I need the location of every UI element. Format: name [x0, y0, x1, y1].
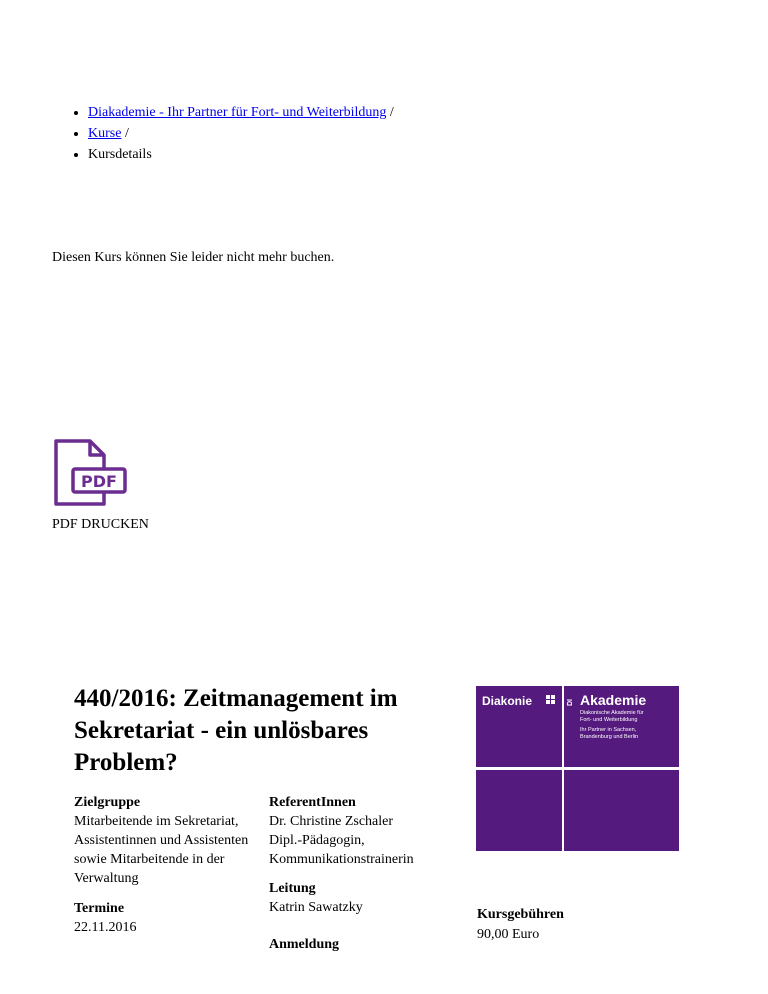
- dates-value: 22.11.2016: [74, 920, 137, 935]
- breadcrumb-link-courses[interactable]: Kurse: [88, 126, 122, 141]
- target-group-line: Mitarbeitende im Sekretariat,: [74, 814, 239, 829]
- dates-section: [74, 899, 136, 937]
- logo-line: Brandenburg und Berlin: [580, 734, 639, 740]
- target-group-line: sowie Mitarbeitende in der: [74, 852, 225, 867]
- booking-closed-notice: Diesen Kurs können Sie leider nicht mehr buchen.: [52, 250, 335, 265]
- breadcrumb-item-courses: [88, 123, 394, 144]
- lead-value: Katrin Sawatzky: [269, 900, 363, 915]
- breadcrumb: [70, 102, 394, 165]
- speakers-line: Dipl.-Pädagogin,: [269, 833, 365, 848]
- course-title: 440/2016: Zeitmanagement im Sekretariat - ein unlösbares Problem?: [74, 685, 398, 776]
- logo-line: Diakonische Akademie für: [580, 710, 644, 716]
- speakers-line: Kommunikationstrainerin: [269, 852, 414, 867]
- speakers-line: Dr. Christine Zschaler: [269, 814, 394, 829]
- logo-akademie: Akademie: [580, 692, 647, 708]
- target-group-section: [74, 793, 248, 888]
- dates-label: Termine: [74, 901, 125, 916]
- speakers-section: [269, 793, 414, 869]
- logo-diakonie: Diakonie: [482, 694, 533, 708]
- breadcrumb-separator: /: [124, 126, 129, 141]
- pdf-file-icon[interactable]: [52, 438, 128, 508]
- breadcrumb-link-home[interactable]: Diakademie - Ihr Partner für Fort- und Weiterbildung: [88, 105, 387, 120]
- lead-label: Leitung: [269, 881, 316, 896]
- fees-section: [477, 905, 564, 945]
- logo-line: Ihr Partner in Sachsen,: [580, 727, 637, 733]
- target-group-line: Verwaltung: [74, 871, 139, 886]
- breadcrumb-item-home: [88, 102, 394, 123]
- diakademie-logo: [476, 686, 679, 851]
- pdf-icon-text: PDF: [81, 472, 117, 491]
- speakers-label: ReferentInnen: [269, 795, 356, 810]
- logo-line: Fort- und Weiterbildung: [580, 717, 638, 723]
- logo-di-mark: DI: [567, 699, 574, 706]
- breadcrumb-item-current: [88, 144, 394, 165]
- fees-label: Kursgebühren: [477, 907, 564, 922]
- breadcrumb-separator: /: [389, 105, 394, 120]
- breadcrumb-current-label: Kursdetails: [88, 147, 152, 162]
- target-group-label: Zielgruppe: [74, 795, 141, 810]
- target-group-line: Assistentinnen und Assistenten: [74, 833, 249, 848]
- fees-value: 90,00 Euro: [477, 927, 540, 942]
- pdf-print-button[interactable]: PDF DRUCKEN: [52, 517, 149, 532]
- lead-section: [269, 879, 363, 917]
- registration-section: [269, 935, 339, 954]
- registration-label: Anmeldung: [269, 937, 340, 952]
